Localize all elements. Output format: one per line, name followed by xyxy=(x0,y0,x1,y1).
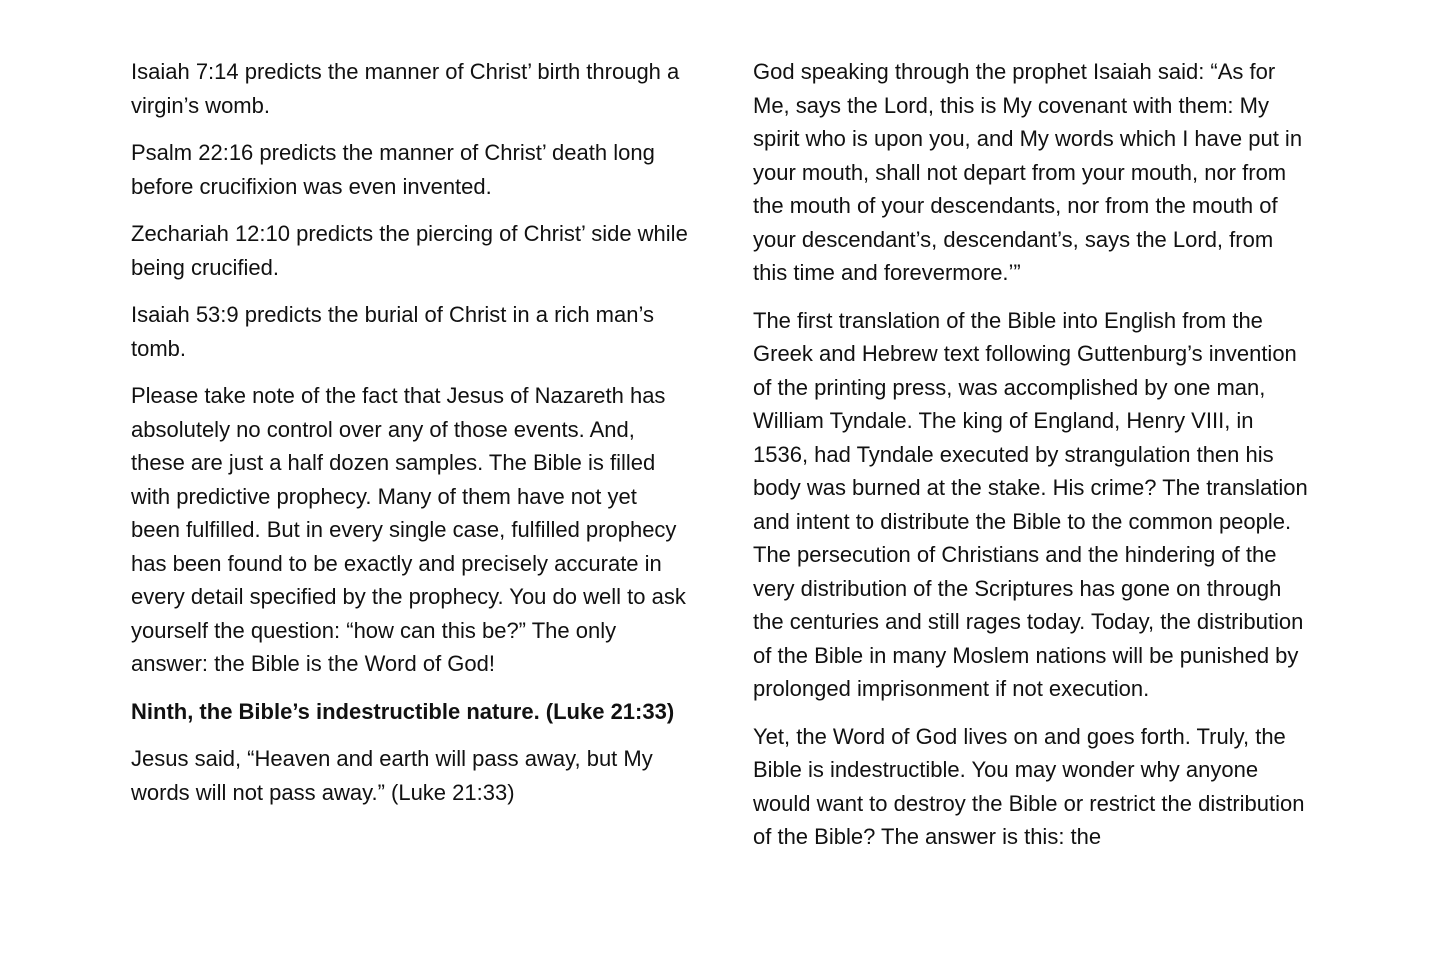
paragraph-isaiah-7-14: Isaiah 7:14 predicts the manner of Christ’ birth through a virgin’s womb. xyxy=(131,59,680,118)
right-column xyxy=(753,55,1313,868)
paragraph-tyndale: The first translation of the Bible into English from the Greek and Hebrew text following Guttenburg’s invention of the printing press, was accomplished by one man, William Tyndale. The king of England, Henry VIII, in 1536, had Tyndale executed by strangulation then his body was burned at the stake. His crime? The translation and intent to distribute the Bible to the common people. The persecution of Christians and the hindering of the very distribution of the Scriptures has gone on through the centuries and still rages today. Today, the distribution of the Bible in many Moslem nations will be punished by prolonged imprisonment if not execution. xyxy=(753,307,1308,701)
paragraph-isaiah-covenant: God speaking through the prophet Isaiah said: “As for Me, says the Lord, this is My covenant with them: My spirit who is upon you, and My words which I have put in your mouth, shall not depart from your mouth, nor from the mouth of your descendants, nor from the mouth of your descendant’s, descendant’s, says the Lord, from this time and forevermore.’” xyxy=(753,59,1303,285)
paragraph-indestructible: Yet, the Word of God lives on and goes forth. Truly, the Bible is indestructible. You may wonder why anyone would want to destroy the Bible or restrict the distribution of the Bible? The answer is this: the xyxy=(753,723,1305,849)
paragraph-psalm-22-16: Psalm 22:16 predicts the manner of Christ’ death long before crucifixion was even invented. xyxy=(131,140,655,199)
paragraph-zechariah-12-10: Zechariah 12:10 predicts the piercing of Christ’ side while being crucified. xyxy=(131,221,688,280)
section-heading-ninth: Ninth, the Bible’s indestructible nature. (Luke 21:33) xyxy=(131,698,675,724)
paragraph-luke-21-33: Jesus said, “Heaven and earth will pass away, but My words will not pass away.” (Luke 21:33) xyxy=(131,746,653,805)
paragraph-isaiah-53-9: Isaiah 53:9 predicts the burial of Christ in a rich man’s tomb. xyxy=(131,302,654,361)
paragraph-prophecy-note: Please take note of the fact that Jesus of Nazareth has absolutely no control over any of those events. And, these are just a half dozen samples. The Bible is filled with predictive prophecy. Many of them have not yet been fulfilled. But in every single case, fulfilled prophecy has been found to be exactly and precisely accurate in every detail specified by the prophecy. You do well to ask yourself the question: “how can this be?” The only answer: the Bible is the Word of God! xyxy=(131,383,686,676)
left-column xyxy=(131,55,691,823)
